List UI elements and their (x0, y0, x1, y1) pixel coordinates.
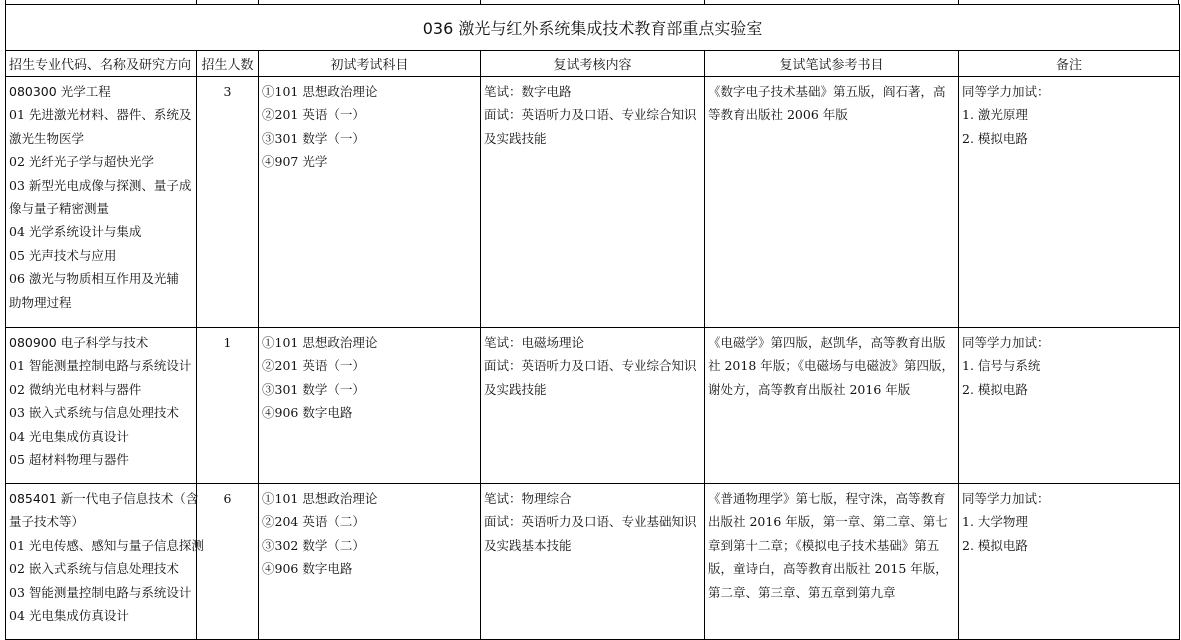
table-row (6, 328, 1180, 484)
quota-cell: 3 (197, 77, 259, 328)
cell-line: 05 光声技术与应用 (9, 247, 117, 263)
cell-line: 1. 信号与系统 (962, 358, 1041, 374)
table-row (6, 77, 1180, 328)
table-title: 036 激光与红外系统集成技术教育部重点实验室 (6, 5, 1180, 51)
header-exam-subjects: 初试考试科目 (259, 51, 481, 77)
major-cell (6, 328, 197, 484)
cell-line: ④906 数字电路 (262, 561, 353, 577)
books-cell (705, 77, 959, 328)
cell-line: 01 先进激光材料、器件、系统及 (9, 107, 192, 123)
exam-cell (259, 484, 481, 640)
cell-line: 像与量子精密测量 (9, 201, 110, 217)
cell-line: 同等学力加试： (962, 335, 1050, 350)
books-cell (705, 484, 959, 640)
cell-line: ④906 数字电路 (262, 405, 353, 421)
cell-line: 量子技术等） (9, 514, 85, 530)
notes-cell (959, 484, 1180, 640)
cell-line: 01 智能测量控制电路与系统设计 (9, 358, 192, 374)
cell-line: 03 智能测量控制电路与系统设计 (9, 584, 192, 600)
header-quota: 招生人数 (197, 51, 259, 77)
cell-line: 080300 光学工程 (9, 84, 111, 99)
header-retest-content: 复试考核内容 (481, 51, 705, 77)
cell-line: 谢处方，高等教育出版社 2016 年版 (708, 381, 911, 397)
cell-line: 版，童诗白，高等教育出版社 2015 年版， (708, 561, 948, 577)
cell-line: 080900 电子科学与技术 (9, 335, 149, 350)
cell-line: 06 激光与物质相互作用及光辅 (9, 271, 179, 287)
retest-cell (481, 77, 705, 328)
cell-line: 笔试：电磁场理论 (484, 335, 585, 350)
header-major: 招生专业代码、名称及研究方向 (6, 51, 197, 77)
cell-line: 面试：英语听力及口语、专业基础知识 (484, 514, 697, 530)
cell-line: 同等学力加试： (962, 84, 1050, 99)
cell-line: ②201 英语（一） (262, 107, 365, 123)
header-notes: 备注 (959, 51, 1180, 77)
cell-line: 02 光纤光子学与超快光学 (9, 154, 154, 170)
cell-line: ③301 数学（一） (262, 381, 365, 397)
cell-line: ④907 光学 (262, 154, 328, 170)
cell-line: ③302 数学（二） (262, 537, 365, 553)
cell-line: 等教育出版社 2006 年版 (708, 107, 848, 123)
cell-line: 社 2018 年版；《电磁场与电磁波》第四版， (708, 358, 955, 374)
cell-line: 面试：英语听力及口语、专业综合知识 (484, 107, 697, 123)
cell-line: 1. 大学物理 (962, 514, 1028, 530)
cell-line: 第二章、第三章、第五章到第九章 (708, 584, 896, 600)
cell-line: 激光生物医学 (9, 130, 85, 146)
cell-line: 2. 模拟电路 (962, 537, 1028, 553)
cell-line: 01 光电传感、感知与量子信息探测 (9, 537, 204, 553)
cell-line: 助物理过程 (9, 294, 72, 310)
cell-line: 笔试：物理综合 (484, 491, 572, 506)
cell-line: 《普通物理学》第七版，程守洙，高等教育 (708, 491, 946, 506)
quota-cell: 6 (197, 484, 259, 640)
cell-line: 及实践技能 (484, 130, 547, 146)
cell-line: 《电磁学》第四版，赵凯华，高等教育出版 (708, 335, 946, 350)
cell-line: 04 光学系统设计与集成 (9, 224, 142, 240)
notes-cell (959, 328, 1180, 484)
cell-line: 章到第十二章；《模拟电子技术基础》第五 (708, 537, 940, 553)
cell-line: ②204 英语（二） (262, 514, 365, 530)
cell-line: 同等学力加试： (962, 491, 1050, 506)
cell-line: ①101 思想政治理论 (262, 335, 378, 350)
exam-cell (259, 328, 481, 484)
cell-line: 出版社 2016 年版，第一章、第二章、第七 (708, 514, 948, 530)
cell-line: 面试：英语听力及口语、专业综合知识 (484, 358, 697, 374)
table-row (6, 484, 1180, 640)
cell-line: 03 新型光电成像与探测、量子成 (9, 177, 192, 193)
cell-line: 02 微纳光电材料与器件 (9, 381, 142, 397)
cell-line: 085401 新一代电子信息技术（含 (9, 491, 199, 506)
cell-line: 2. 模拟电路 (962, 130, 1028, 146)
cell-line: 04 光电集成仿真设计 (9, 608, 129, 624)
cell-line: 及实践基本技能 (484, 537, 572, 553)
major-cell (6, 77, 197, 328)
cell-line: 笔试：数字电路 (484, 84, 572, 99)
retest-cell (481, 484, 705, 640)
cell-line: ①101 思想政治理论 (262, 491, 378, 506)
quota-cell: 1 (197, 328, 259, 484)
cell-line: ①101 思想政治理论 (262, 84, 378, 99)
cell-line: 02 嵌入式系统与信息处理技术 (9, 561, 179, 577)
cell-line: ③301 数学（一） (262, 130, 365, 146)
cell-line: ②201 英语（一） (262, 358, 365, 374)
cell-line: 04 光电集成仿真设计 (9, 428, 129, 444)
admission-table (5, 4, 1180, 640)
notes-cell (959, 77, 1180, 328)
books-cell (705, 328, 959, 484)
cell-line: 05 超材料物理与器件 (9, 452, 129, 468)
header-reference-books: 复试笔试参考书目 (705, 51, 959, 77)
retest-cell (481, 328, 705, 484)
cell-line: 03 嵌入式系统与信息处理技术 (9, 405, 179, 421)
cell-line: 《数字电子技术基础》第五版，阎石著，高 (708, 84, 946, 99)
cell-line: 及实践技能 (484, 381, 547, 397)
cell-line: 1. 激光原理 (962, 107, 1028, 123)
exam-cell (259, 77, 481, 328)
cell-line: 2. 模拟电路 (962, 381, 1028, 397)
major-cell (6, 484, 204, 640)
